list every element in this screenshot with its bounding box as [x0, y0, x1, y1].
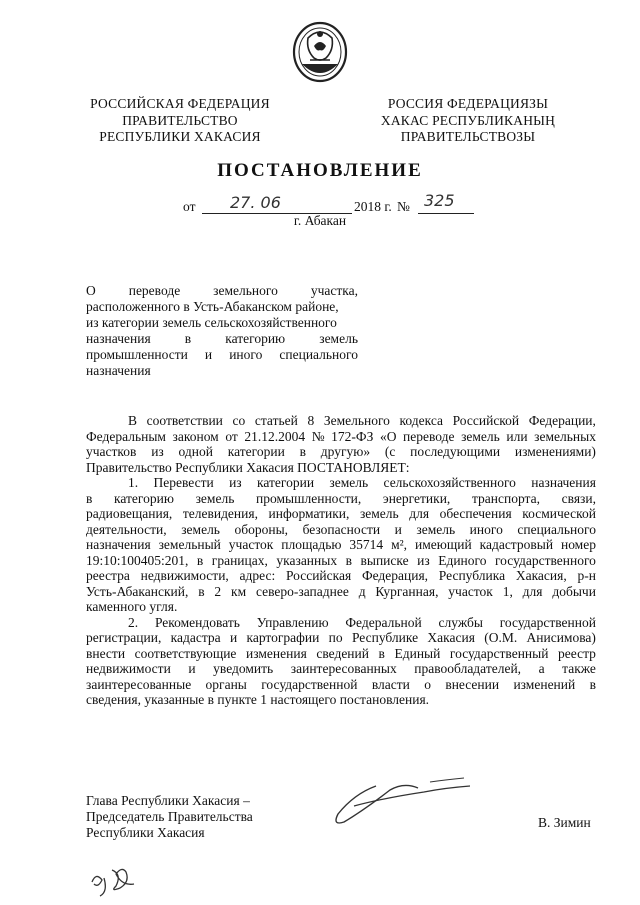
- date-year: 2018 г.: [354, 199, 392, 214]
- header-left-line: ПРАВИТЕЛЬСТВО: [122, 112, 238, 128]
- paragraph-line: 19:10:100405:201, в границах, указанных в выписке из Единого государственного: [86, 552, 596, 568]
- paragraph: [86, 615, 596, 708]
- signer-position-line: Глава Республики Хакасия –: [86, 793, 250, 808]
- subject-word: иного: [229, 347, 263, 362]
- paragraph: [86, 475, 596, 615]
- number-label: №: [397, 199, 410, 214]
- paragraph-line: 1. Перевести из категории земель сельскохозяйственного назначения: [128, 475, 596, 490]
- paragraph-line: радиовещания, телевидения, информатики, земель для обеспечения космической: [86, 506, 596, 521]
- paragraph-line: В соответствии со статьей 8 Земельного кодекса Российской Федерации,: [128, 413, 596, 428]
- subject-word: категорию: [225, 331, 286, 346]
- city: г. Абакан: [293, 213, 347, 228]
- paragraph-line: 2. Рекомендовать Управлению Федеральной службы государственной: [128, 614, 596, 630]
- date-prefix: от: [183, 199, 196, 214]
- subject-block: [86, 283, 358, 379]
- paragraph: [86, 413, 596, 475]
- signer-position: [86, 793, 253, 841]
- subject-line: [86, 299, 358, 315]
- header-right-line: РОССИЯ ФЕДЕРАЦИЯЗЫ: [387, 96, 549, 111]
- paragraph-line: реестра недвижимости, адрес: Российская Федерация, Республика Хакасия, р-н: [86, 568, 596, 583]
- signer-position-line: Республики Хакасия: [86, 825, 205, 840]
- signer-name: В. Зимин: [538, 815, 591, 830]
- paragraph-line: сведения, указанные в пункте 1 настоящего постановления.: [86, 692, 430, 707]
- handwritten-signature: [324, 770, 484, 840]
- subject-word: назначения: [86, 331, 151, 346]
- subject-line: [86, 283, 358, 299]
- subject-word: специального: [279, 347, 358, 362]
- subject-word: переводе: [128, 283, 181, 298]
- paragraph-line: внести соответствующие изменения сведений в Единый государственный реестр: [86, 645, 596, 661]
- subject-word: промышленности: [86, 347, 188, 362]
- subject-line: назначения: [86, 363, 151, 378]
- paragraph-line: деятельности, земель обороны, безопасности и земель иного специального: [86, 521, 596, 537]
- header-left: [80, 96, 280, 146]
- header-right-line: ПРАВИТЕЛЬСТВОЗЫ: [400, 129, 536, 144]
- subject-word: земель: [319, 331, 358, 346]
- paragraph-line: регистрации, кадастра и картографии по Республике Хакасия (О.М. Анисимова): [86, 630, 596, 645]
- subject-line: [86, 347, 358, 363]
- header-right: [368, 96, 568, 146]
- signer-position-line: Председатель Правительства: [86, 809, 253, 824]
- subject-word: и: [204, 347, 213, 362]
- coat-of-arms-emblem: [290, 20, 350, 84]
- document-title: ПОСТАНОВЛЕНИЕ: [217, 160, 423, 181]
- paragraph-line: недвижимости и уведомить заинтересованных правообладателей, а также: [86, 661, 596, 676]
- header-left-line: РЕСПУБЛИКИ ХАКАСИЯ: [99, 129, 261, 144]
- subject-line: [86, 331, 358, 347]
- paragraph-line: Федеральным законом от 21.12.2004 № 172-ФЗ «О переводе земель или земельных: [86, 428, 596, 444]
- date-handwritten: 27. 06: [230, 193, 281, 212]
- subject-line: [86, 315, 358, 331]
- subject-word: в: [184, 331, 192, 346]
- paragraph-line: Усть-Абаканский, в 2 км северо-западнее д Курганная, участок 1, для добычи: [86, 583, 596, 599]
- number-handwritten: 325: [424, 191, 455, 210]
- paragraph-line: заинтересованные органы государственной власти о внесении изменений в: [86, 676, 596, 692]
- paragraph-line: Правительство Республики Хакасия ПОСТАНОВЛЯЕТ:: [86, 459, 410, 475]
- subject-word: расположенного в Усть-Абаканском районе,: [86, 299, 339, 314]
- handwritten-initials: [86, 862, 146, 898]
- header-left-line: РОССИЙСКАЯ ФЕДЕРАЦИЯ: [90, 96, 270, 111]
- document-body: [86, 413, 596, 708]
- paragraph-line: назначения земельный участок площадью 35714 м², имеющий кадастровый номер: [86, 537, 596, 552]
- subject-word: О: [86, 283, 96, 298]
- paragraph-line: участков из одной категории в другую» (с последующими изменениями): [86, 444, 596, 459]
- paragraph-line: в категорию земель промышленности, энергетики, транспорта, связи,: [86, 490, 596, 506]
- header-right-line: ХАКАС РЕСПУБЛИКАНЫҢ: [380, 112, 556, 128]
- subject-word: земельного: [213, 283, 278, 298]
- subject-word: из категории земель сельскохозяйственного: [86, 315, 337, 330]
- paragraph-line: каменного угля.: [86, 599, 178, 614]
- subject-word: участка,: [310, 283, 358, 298]
